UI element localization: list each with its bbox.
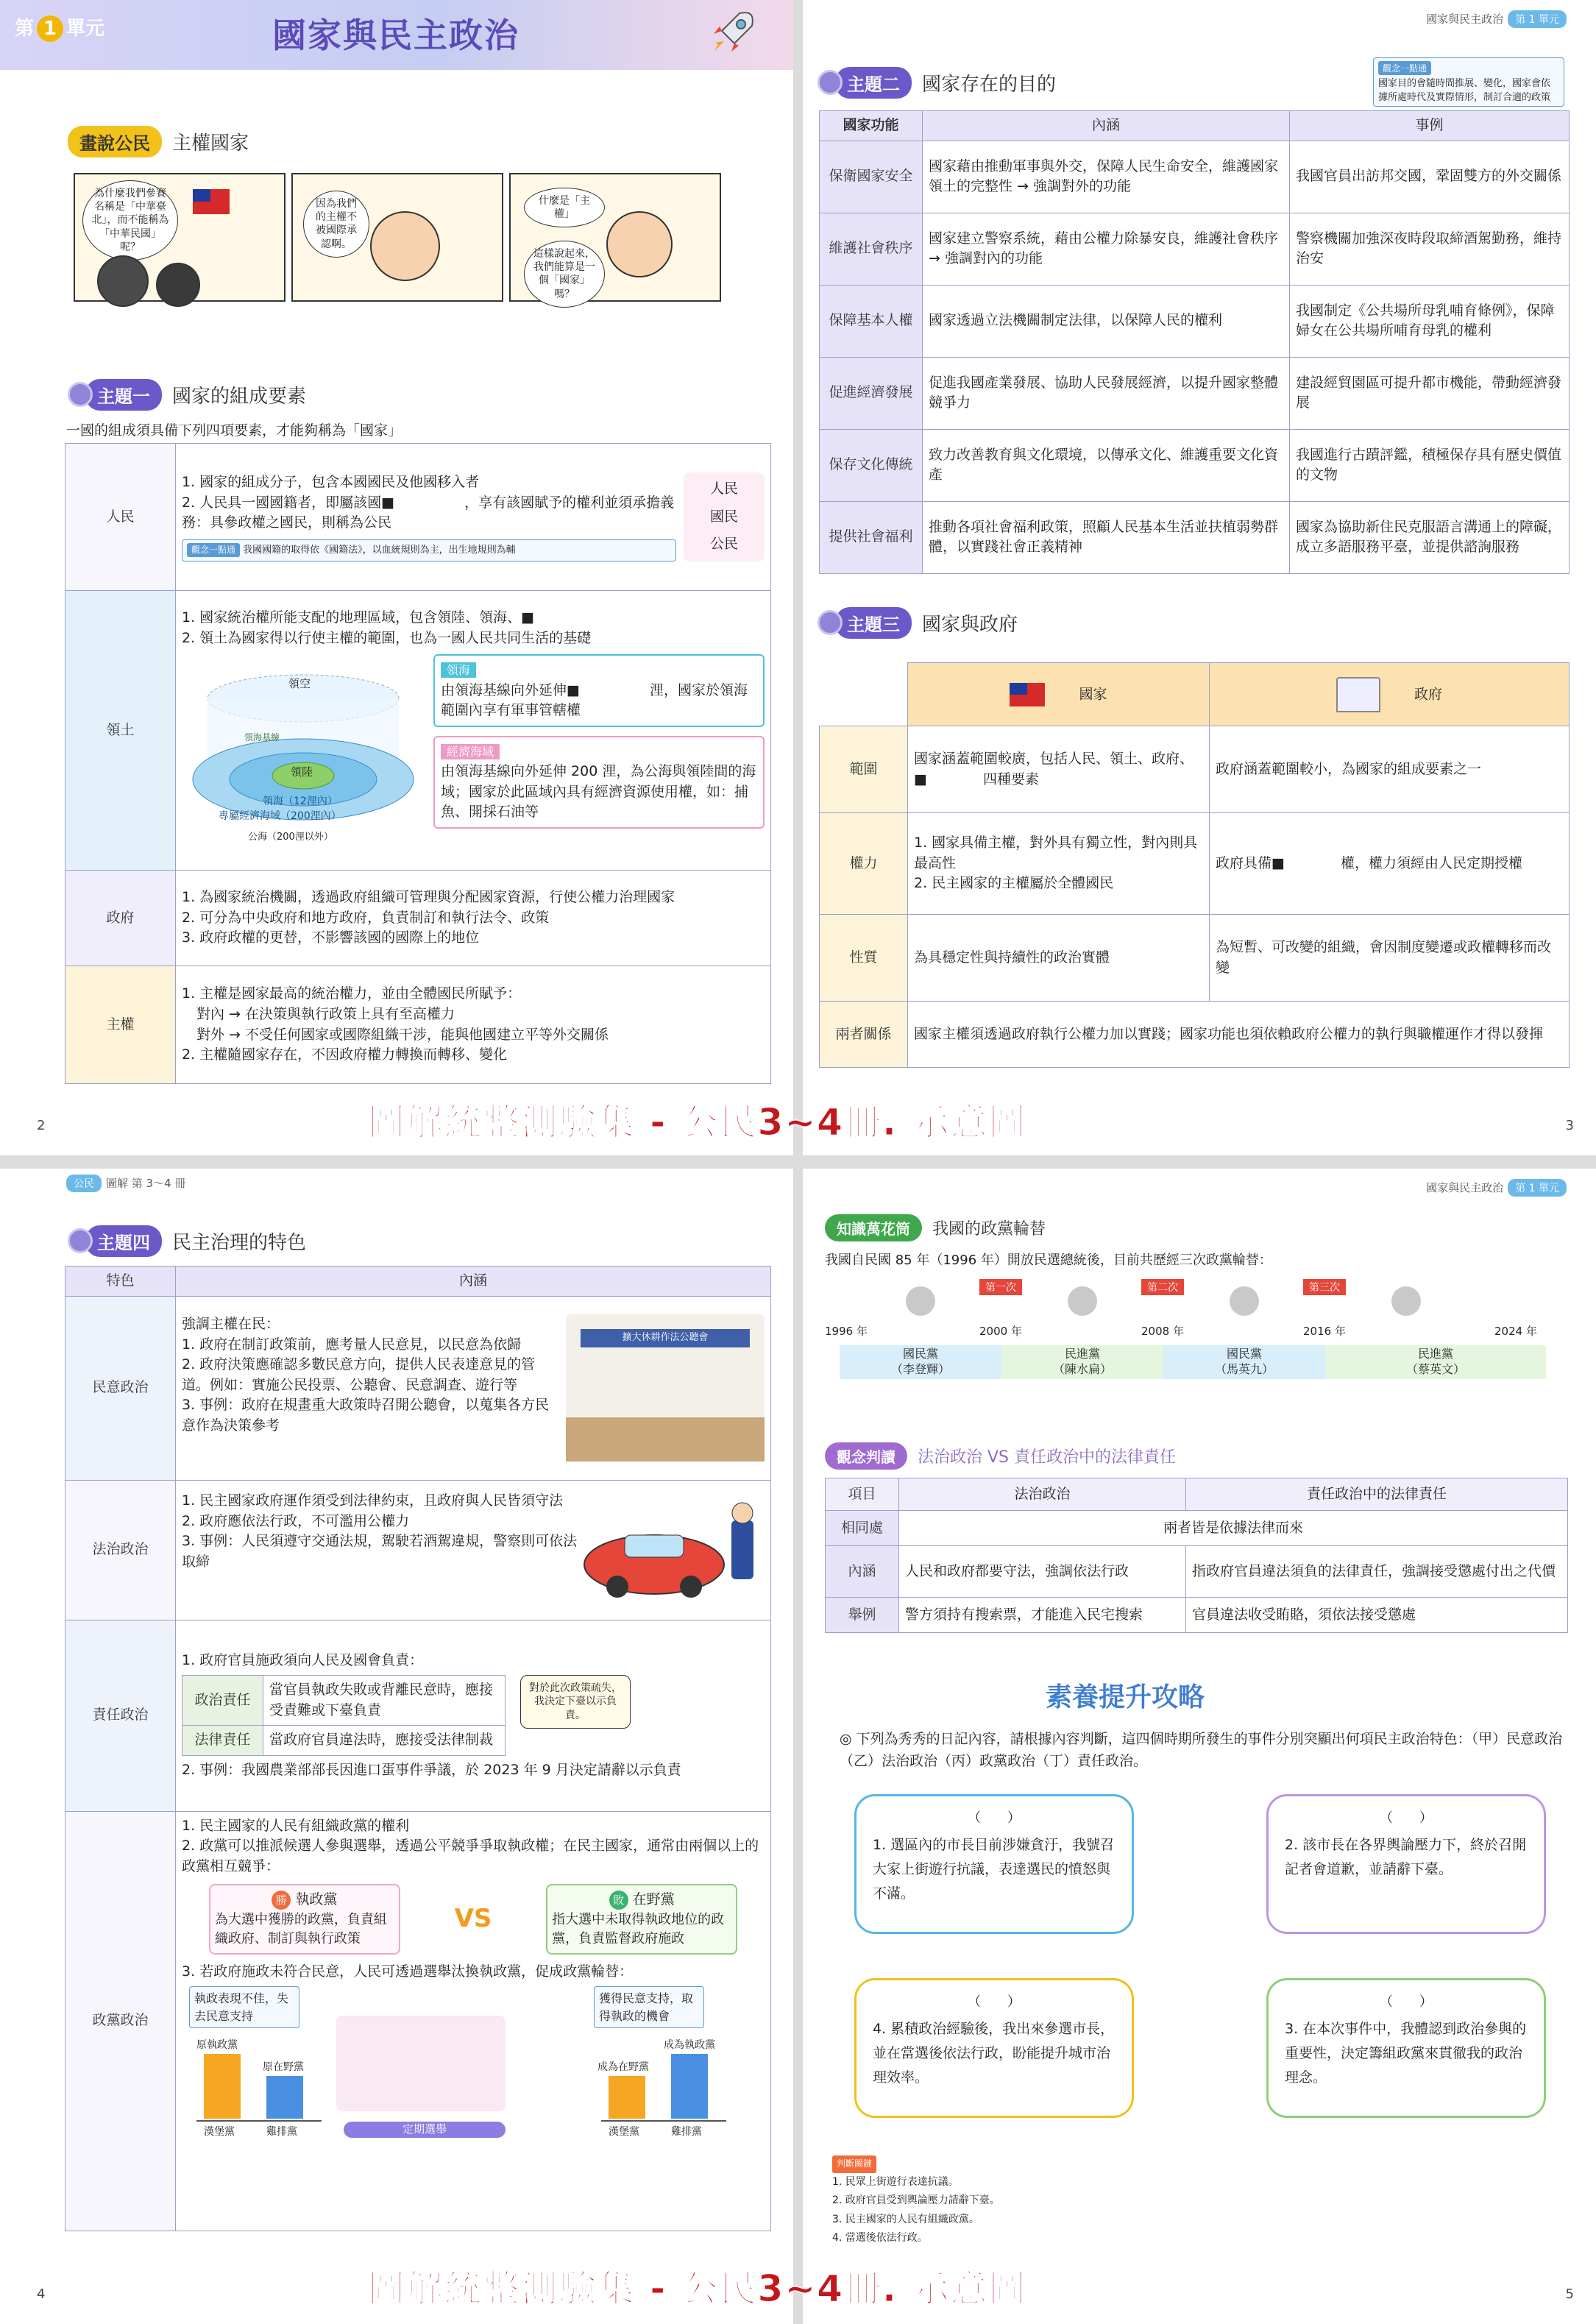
comic-panel-1 — [74, 173, 285, 302]
row-content-rule-of-law — [176, 1480, 771, 1620]
cell-example: 我國進行古蹟評鑑，積極保存具有歷史價值的文物 — [1290, 429, 1570, 501]
responsibility-subtable — [182, 1675, 506, 1756]
row-content-responsibility — [176, 1620, 771, 1811]
people-line-1: 1. 國家的組成分子，包含本國國民及他國移入者 — [182, 474, 480, 491]
comic-bubble-3: 什麼是「主權」 — [524, 188, 605, 227]
row-label-rule-of-law: 法治政治 — [65, 1480, 176, 1620]
year-label: 2016 年 — [1303, 1325, 1346, 1338]
subtable-row — [182, 1726, 506, 1756]
portrait-icon — [1391, 1286, 1421, 1316]
page-3 — [803, 0, 1596, 1155]
popular-line-1: 強調主權在民： — [182, 1316, 280, 1333]
table-row — [65, 966, 771, 1084]
cell-item: 相同處 — [826, 1511, 899, 1546]
col-header-country — [908, 663, 1210, 726]
section2-badge: 主題二 — [835, 67, 912, 99]
tag-nationals: 國民 — [709, 508, 738, 525]
table-row — [820, 285, 1570, 357]
label-eez: 專屬經濟海域（200浬內） — [219, 810, 341, 823]
eez-box — [433, 736, 765, 829]
section4-badge: 主題四 — [85, 1225, 162, 1257]
note-text: 國家目的會隨時間推展、變化，國家會依據所處時代及實際情形，制訂合適的政策 — [1378, 78, 1551, 103]
unit-label-suffix: 單元 — [66, 18, 105, 40]
note-text: 我國國籍的取得依《國籍法》，以血統規則為主，出生地規則為輔 — [243, 544, 516, 556]
axis-line — [601, 2120, 726, 2122]
segment-person: （陳水扁） — [1052, 1361, 1112, 1376]
ruling-title: 執政黨 — [295, 1891, 338, 1908]
cell-content: 國家透過立法機關制定法律，以保障人民的權利 — [923, 285, 1290, 357]
row-label-territory: 領土 — [65, 591, 176, 871]
segment-person: （馬英九） — [1214, 1361, 1274, 1376]
lose-badge: 敗 — [609, 1891, 628, 1910]
party-line-2: 2. 政黨可以推派候選人參與選舉，透過公平競爭爭取執政權；在民主國家，通常由兩個以上的政黨相互競爭： — [182, 1838, 759, 1874]
astronaut-icon — [817, 610, 843, 635]
taiwan-flag-icon — [1010, 683, 1045, 706]
comic-title: 主權國家 — [172, 132, 249, 155]
table-row — [820, 1002, 1570, 1068]
government-line-3: 3. 政府政權的更替，不影響該國的國際上的地位 — [182, 929, 480, 946]
turn-label-2: 第二次 — [1141, 1279, 1184, 1295]
government-line-1: 1. 為國家統治機關，透過政府組織可管理與分配國家資源，行使公權力治理國家 — [182, 889, 675, 906]
comic-badge: 畫說公民 — [68, 126, 162, 157]
rocket-icon — [706, 7, 758, 59]
party-label: 雞排黨 — [671, 2126, 702, 2139]
segment-person: （蔡英文） — [1405, 1361, 1465, 1376]
party-turnover-timeline — [825, 1279, 1575, 1411]
bar-burger-before — [204, 2054, 241, 2119]
cell-example: 我國官員出訪邦交國，鞏固雙方的外交關係 — [1290, 141, 1570, 213]
cell-aspect: 兩者關係 — [820, 1002, 908, 1068]
diary-text: 1. 選區內的市長目前涉嫌貪汙，我號召大家上街遊行抗議，表達選民的憤怒與不滿。 — [873, 1836, 1115, 1902]
page-title: 國家與民主政治 — [272, 15, 519, 55]
row-label-people: 人民 — [65, 444, 176, 591]
sovereignty-line-3: 對外 → 不受任何國家或國際組織干涉，能與他國建立平等外交關係 — [196, 1026, 609, 1043]
public-hearing-illustration — [566, 1314, 765, 1462]
cell-function: 保衛國家安全 — [820, 141, 923, 213]
running-header — [1426, 10, 1567, 28]
territory-line-1: 1. 國家統治權所能支配的地理區域，包含領陸、領海、■ — [182, 609, 535, 626]
zhi-header — [825, 1213, 1046, 1242]
page-4 — [0, 1169, 793, 2324]
cell-item: 舉例 — [826, 1598, 899, 1633]
democracy-table — [65, 1266, 771, 2231]
label-land: 領陸 — [291, 765, 313, 779]
page-number: 3 — [1565, 1118, 1574, 1133]
police-car-illustration — [581, 1491, 765, 1609]
cell-content: 促進我國產業發展、協助人民發展經濟，以提升國家整體競爭力 — [923, 357, 1290, 429]
note-tag: 觀念一點通 — [187, 543, 240, 557]
opposition-party-card — [546, 1884, 737, 1955]
section3-header — [817, 608, 1018, 637]
ruling-text: 為大選中獲勝的政黨，負責組織政府、制訂與執行政策 — [214, 1911, 387, 1946]
party-turnover-diagram — [182, 1986, 765, 2148]
turnover-box-right: 獲得民意支持，取得執政的機會 — [594, 1986, 704, 2027]
unit-number: 1 — [37, 15, 63, 42]
table-row — [820, 429, 1570, 501]
table-row — [820, 213, 1570, 285]
bar-chicken-before — [266, 2076, 303, 2119]
regular-election-arrow: 定期選舉 — [344, 2122, 506, 2138]
law-line-3: 3. 事例：人民須遵守交通法規，駕駛若酒駕違規，警察則可依法取締 — [182, 1533, 578, 1570]
key-line: 3. 民主國家的人民有組織政黨。 — [832, 2213, 979, 2225]
answer-blank: （ ） — [968, 1810, 1021, 1826]
col-header: 項目 — [826, 1478, 899, 1511]
astronaut-icon — [68, 382, 93, 407]
cell-legal-responsibility: 官員違法收受賄賂，須依法接受懲處 — [1186, 1598, 1568, 1633]
table-row — [65, 1620, 771, 1811]
popular-line-3: 2. 政府決策應確認多數民意方向，提供人民表達意見的管道。例如：實施公民投票、公聽會、民意調查、遊行等 — [182, 1356, 536, 1393]
book-label: 圖解 第 3～4 冊 — [106, 1177, 186, 1190]
section3-title: 國家與政府 — [922, 613, 1018, 636]
year-label: 1996 年 — [825, 1325, 868, 1338]
cell-content: 國家建立警察系統，藉由公權力除暴安良，維護社會秩序 → 強調對內的功能 — [923, 213, 1290, 285]
row-content-sovereignty — [176, 966, 771, 1084]
law-line-2: 2. 政府應依法行政，不可濫用公權力 — [182, 1512, 410, 1529]
table-row — [65, 1296, 771, 1480]
protest-illustration — [336, 2016, 506, 2111]
segment-party: 國民黨 — [1226, 1347, 1262, 1361]
segment-party: 國民黨 — [902, 1347, 938, 1361]
segment-party: 民進黨 — [1417, 1347, 1453, 1361]
opposition-title: 在野黨 — [632, 1891, 675, 1908]
cell-government: 為短暫、可改變的組織，會因制度變遷或政權轉移而改變 — [1210, 915, 1570, 1002]
comic-section-header — [68, 127, 249, 156]
viewer-head — [97, 255, 149, 307]
bar-label: 原在野黨 — [263, 2061, 304, 2074]
segment-person: （李登輝） — [890, 1361, 950, 1376]
subtable-row — [182, 1676, 506, 1726]
cell-country: 1. 國家具備主權，對外具有獨立性，對內則具最高性 2. 民主國家的主權屬於全體國民 — [908, 813, 1210, 915]
party-label: 雞排黨 — [266, 2126, 297, 2139]
label-territorial-sea: 領海（12浬內） — [263, 796, 338, 808]
page-5 — [803, 1169, 1596, 2324]
page-number: 5 — [1565, 2286, 1574, 2302]
country-label: 國家 — [1079, 686, 1107, 702]
party-line-1: 1. 民主國家的人民有組織政黨的權利 — [182, 1817, 410, 1834]
cell-example: 我國制定《公共場所母乳哺育條例》，保障婦女在公共場所哺育母乳的權利 — [1290, 285, 1570, 357]
table-row — [65, 1480, 771, 1620]
col-header: 特色 — [65, 1266, 176, 1297]
turn-label-3: 第三次 — [1303, 1279, 1346, 1295]
cell-relationship: 國家主權須透過政府執行公權力加以實踐；國家功能也須依賴政府公權力的執行與職權運作才得以發揮 — [908, 1002, 1570, 1068]
row-content-popular-will — [176, 1296, 771, 1480]
table-icon — [566, 1417, 765, 1462]
cell-aspect: 範圍 — [820, 726, 908, 813]
cell-example: 國家為協助新住民克服語言溝通上的障礙，成立多語服務平臺，並提供諮詢服務 — [1290, 501, 1570, 573]
tag-citizens: 公民 — [709, 536, 738, 553]
cell-aspect: 權力 — [820, 813, 908, 915]
row-content-party-politics — [176, 1811, 771, 2231]
box-text: 由領海基線向外延伸■ 浬，國家於領海範圍內享有軍事管轄權 — [441, 681, 748, 719]
running-header-title: 國家與民主政治 — [1426, 1181, 1504, 1194]
row-content-people — [176, 444, 771, 591]
key-hints — [832, 2155, 1000, 2247]
col-header: 內涵 — [923, 111, 1290, 141]
label-high-seas: 公海（200浬以外） — [248, 832, 333, 843]
table-header-row — [820, 111, 1570, 141]
turnover-box-left: 執政表現不佳，失去民意支持 — [189, 1986, 299, 2027]
timeline-segment — [1001, 1345, 1163, 1379]
cell-content: 國家藉由推動軍事與外交，保障人民生命安全，維護國家領土的完整性 → 強調對外的功能 — [923, 141, 1290, 213]
table-header-row — [826, 1478, 1568, 1511]
portrait-icon — [1068, 1286, 1097, 1316]
subject-pill: 公民 — [66, 1175, 102, 1192]
table-row — [820, 141, 1570, 213]
astronaut-icon — [817, 70, 843, 95]
table-row — [826, 1546, 1568, 1598]
cell-example: 建設經貿園區可提升都市機能，帶動經濟發展 — [1290, 357, 1570, 429]
unit-pill: 第 1 單元 — [1508, 1179, 1567, 1197]
table-header-row — [65, 1266, 771, 1297]
col-header: 責任政治中的法律責任 — [1186, 1478, 1568, 1511]
win-badge: 勝 — [272, 1891, 291, 1910]
comic-panel-3 — [509, 173, 721, 302]
cell-country: 為具穩定性與持續性的政治實體 — [908, 915, 1210, 1002]
zhi-intro: 我國自民國 85 年（1996 年）開放民選總統後，目前共歷經三次政黨輪替： — [825, 1253, 1272, 1268]
page-number: 2 — [37, 1118, 46, 1133]
girl-face — [606, 211, 673, 277]
row-content-territory — [176, 591, 771, 871]
key-line: 1. 民眾上街遊行表達抗議。 — [832, 2176, 959, 2189]
diary-card-1 — [854, 1794, 1134, 1934]
table-row — [820, 813, 1570, 915]
table-row — [65, 1811, 771, 2231]
government-label: 政府 — [1414, 686, 1443, 702]
concept-badge: 觀念判讀 — [825, 1442, 907, 1470]
cell-item: 內涵 — [826, 1546, 899, 1598]
sovereignty-line-1: 1. 主權是國家最高的統治權力，並由全體國民所賦予： — [182, 985, 522, 1002]
section2-header — [817, 68, 1056, 97]
tag-people: 人民 — [709, 481, 738, 497]
running-header-left — [66, 1175, 185, 1192]
cell-rule-of-law: 人民和政府都要守法，強調依法行政 — [899, 1546, 1186, 1598]
section1-badge: 主題一 — [85, 379, 162, 411]
col-header: 法治政治 — [899, 1478, 1186, 1511]
col-header: 內涵 — [176, 1266, 771, 1297]
cell-function: 促進經濟發展 — [820, 357, 923, 429]
bar-label: 成為在野黨 — [597, 2061, 649, 2074]
cell-example: 警察機關加強深夜時段取締酒駕勤務，維持治安 — [1290, 213, 1570, 285]
section3-badge: 主題三 — [835, 607, 912, 639]
table-header-row — [820, 663, 1570, 726]
cell-government: 政府具備■ 權，權力須經由人民定期授權 — [1210, 813, 1570, 915]
key-line: 4. 當選後依法行政。 — [832, 2231, 928, 2244]
running-header-title: 國家與民主政治 — [1426, 13, 1504, 26]
territory-line-2: 2. 領土為國家得以行使主權的範圍，也為一國人民共同生活的基礎 — [182, 629, 592, 646]
col-header: 國家功能 — [820, 111, 923, 141]
note-tag: 觀念一點通 — [1378, 61, 1431, 75]
section4-header — [68, 1226, 306, 1255]
bar-chicken-after — [671, 2054, 708, 2119]
cell-government: 政府涵蓋範圍較小，為國家的組成要素之一 — [1210, 726, 1570, 813]
popular-line-2: 1. 政府在制訂政策前，應考量人民意見，以民意為依歸 — [182, 1336, 522, 1353]
section1-header — [68, 380, 306, 409]
flag-icon — [193, 189, 230, 214]
zhi-badge: 知識萬花筒 — [825, 1214, 922, 1241]
row-label-sovereignty: 主權 — [65, 966, 176, 1084]
viewer-head — [156, 263, 200, 307]
resp-line-2: 2. 事例：我國農業部部長因進口蛋事件爭議，於 2023 年 9 月決定請辭以示負責 — [182, 1761, 681, 1778]
col-header-government — [1210, 663, 1570, 726]
government-building-icon — [1336, 677, 1380, 712]
segment-party: 民進黨 — [1064, 1347, 1100, 1361]
comic-bubble-4: 這樣說起來，我們能算是一個「國家」嗎？ — [524, 241, 605, 308]
cell-aspect: 性質 — [820, 915, 908, 1002]
astronaut-icon — [68, 1228, 93, 1253]
box-title: 經濟海域 — [441, 744, 500, 759]
zhi-title: 我國的政黨輪替 — [932, 1219, 1046, 1239]
comic-panel-2 — [291, 173, 503, 302]
section1-title: 國家的組成要素 — [172, 385, 307, 408]
cell-function: 維護社會秩序 — [820, 213, 923, 285]
diary-text: 3. 在本次事件中，我體認到政治參與的重要性，決定籌組政黨來貫徹我的政治理念。 — [1285, 2020, 1527, 2086]
bar-label: 原執政黨 — [196, 2039, 238, 2052]
row-label-responsibility: 責任政治 — [65, 1620, 176, 1811]
answer-blank: （ ） — [1380, 1810, 1433, 1826]
label-airspace: 領空 — [288, 677, 311, 691]
cell-rule-of-law: 警方須持有搜索票，才能進入民宅搜索 — [899, 1598, 1186, 1633]
portrait-icon — [1230, 1286, 1259, 1316]
boost-question: ◎ 下列為秀秀的日記內容，請根據內容判斷，這四個時期所發生的事件分別突顯出何項民主政治特色：（甲）民意政治（乙）法治政治（丙）政黨政治（丁）責任政治。 — [840, 1731, 1563, 1770]
table-row — [820, 357, 1570, 429]
popular-line-4: 3. 事例：政府在規畫重大政策時召開公聽會，以蒐集各方民意作為決策參考 — [182, 1397, 550, 1434]
sub-label: 法律責任 — [182, 1726, 263, 1756]
year-label: 2008 年 — [1141, 1325, 1184, 1338]
concept-header — [825, 1441, 1176, 1470]
party-label: 漢堡黨 — [609, 2126, 639, 2139]
boy-face — [370, 211, 440, 281]
resp-line-1: 1. 政府官員施政須向人民及國會負責： — [182, 1651, 424, 1668]
section2-title: 國家存在的目的 — [922, 73, 1057, 96]
sovereignty-line-2: 對內 → 在決策與執行政策上具有至高權力 — [196, 1005, 455, 1022]
government-line-2: 2. 可分為中央政府和地方政府，負責制訂和執行法令、政策 — [182, 909, 550, 926]
corner-cell — [820, 663, 908, 726]
row-content-government — [176, 871, 771, 966]
page-number: 4 — [37, 2286, 46, 2302]
party-line-3: 3. 若政府施政未符合民意，人民可透過選舉汰換執政黨，促成政黨輪替： — [182, 1963, 634, 1980]
timeline-segment — [840, 1345, 1001, 1379]
section4-title: 民主治理的特色 — [172, 1231, 307, 1254]
elements-table — [65, 443, 771, 1084]
table-row — [820, 501, 1570, 573]
portrait-icon — [906, 1286, 935, 1316]
bar-label: 成為執政黨 — [664, 2039, 715, 2052]
row-label-party-politics: 政黨政治 — [65, 1811, 176, 2231]
turn-label-1: 第一次 — [979, 1279, 1022, 1295]
cell-legal-responsibility: 指政府官員違法須負的法律責任，強調接受懲處付出之代價 — [1186, 1546, 1568, 1598]
cell-content: 致力改善教育與文化環境，以傳承文化、維護重要文化資產 — [923, 429, 1290, 501]
territory-diagram — [182, 654, 425, 853]
table-row — [820, 726, 1570, 813]
concept-table — [825, 1478, 1568, 1633]
party-label: 漢堡黨 — [204, 2126, 235, 2139]
comic-bubble-1: 為什麼我們參賽名稱是「中華臺北」，而不能稱為「中華民國」呢？ — [82, 180, 178, 261]
row-label-government: 政府 — [65, 871, 176, 966]
ruling-party-card — [209, 1884, 400, 1955]
diary-card-2 — [1266, 1794, 1546, 1934]
timeline-bar — [840, 1345, 1546, 1379]
section2-note — [1373, 57, 1564, 107]
cell-function: 提供社會福利 — [820, 501, 923, 573]
table-row — [826, 1511, 1568, 1546]
answer-blank: （ ） — [968, 1994, 1021, 2010]
cell-function: 保障基本人權 — [820, 285, 923, 357]
territorial-sea-box — [433, 654, 765, 727]
timeline-segment — [1163, 1345, 1325, 1379]
key-tag: 判斷關鍵 — [832, 2155, 876, 2173]
table-row — [65, 871, 771, 966]
comic-bubble-2: 因為我們的主權不被國際承認啊。 — [303, 191, 369, 258]
year-label: 2024 年 — [1494, 1325, 1537, 1338]
table-row — [65, 444, 771, 591]
answer-blank: （ ） — [1380, 1994, 1433, 2010]
table-row — [820, 915, 1570, 1002]
year-label: 2000 年 — [979, 1325, 1022, 1338]
table-row — [65, 591, 771, 871]
before-chart — [189, 2038, 322, 2141]
resignation-bubble: 對於此次政策疏失，我決定下臺以示負責。 — [520, 1675, 631, 1729]
cell-country: 國家涵蓋範圍較廣，包括人民、領土、政府、■ 四種要素 — [908, 726, 1210, 813]
purpose-table — [819, 110, 1570, 574]
bar-burger-after — [609, 2076, 645, 2119]
cell-function: 保存文化傳統 — [820, 429, 923, 501]
row-label-popular-will: 民意政治 — [65, 1296, 176, 1480]
concept-title: 法治政治 VS 責任政治中的法律責任 — [918, 1448, 1177, 1467]
timeline-segment — [1325, 1345, 1546, 1379]
sub-label: 政治責任 — [182, 1676, 263, 1726]
comic-strip — [74, 173, 721, 302]
hearing-sign: 擴大休耕作法公聽會 — [581, 1329, 750, 1347]
box-title: 領海 — [441, 662, 476, 678]
cell-common: 兩者皆是依據法律而來 — [899, 1511, 1568, 1546]
axis-line — [196, 2120, 322, 2122]
running-header — [1426, 1179, 1567, 1197]
watermark-caption-top: 圖解統整測驗集 - 公民3~4冊. 示意圖 — [368, 1101, 1027, 1144]
cell-content: 推動各項社會福利政策，照顧人民基本生活並扶植弱勢群體，以實踐社會正義精神 — [923, 501, 1290, 573]
diary-card-4 — [854, 1978, 1134, 2118]
boost-title: 素養提升攻略 — [1046, 1682, 1205, 1712]
page-2 — [0, 0, 793, 1155]
law-line-1: 1. 民主國家政府運作須受到法律約束，且政府與人民皆須守法 — [182, 1492, 564, 1509]
box-text: 由領海基線向外延伸 200 浬，為公海與領陸間的海域；國家於此區域內具有經濟資源使用權，如：捕魚、開採石油等 — [441, 763, 756, 821]
watermark-caption-bottom: 圖解統整測驗集 - 公民3~4冊. 示意圖 — [368, 2267, 1027, 2310]
unit-pill: 第 1 單元 — [1508, 10, 1567, 28]
people-nested-diagram — [684, 472, 765, 561]
diary-card-3 — [1266, 1978, 1546, 2118]
vs-mark: VS — [454, 1904, 492, 1934]
key-line: 2. 政府官員受到輿論壓力請辭下臺。 — [832, 2194, 1000, 2207]
diary-text: 2. 該市長在各界輿論壓力下，終於召開記者會道歉，並請辭下臺。 — [1285, 1836, 1527, 1877]
after-chart — [594, 2038, 726, 2141]
sub-text: 當官員執政失敗或背離民意時，應接受責難或下臺負責 — [263, 1676, 506, 1726]
sub-text: 當政府官員違法時，應接受法律制裁 — [263, 1726, 506, 1756]
unit-header — [0, 0, 793, 70]
table-row — [826, 1598, 1568, 1633]
state-gov-table — [819, 662, 1570, 1068]
unit-label-prefix: 第 — [15, 18, 35, 40]
diary-text: 4. 累積政治經驗後，我出來參選市長，並在當選後依法行政，盼能提升城市治理效率。 — [873, 2020, 1115, 2086]
opposition-text: 指大選中未取得執政地位的政黨，負責監督政府施政 — [552, 1911, 725, 1946]
section1-intro: 一國的組成須具備下列四項要素，才能夠稱為「國家」 — [66, 422, 402, 439]
people-note — [182, 539, 676, 561]
col-header: 事例 — [1290, 111, 1570, 141]
people-line-2: 2. 人民具一國國籍者，即屬該國■ ，享有該國賦予的權利並須承擔義務：具參政權之國民，則稱為公民 — [182, 494, 675, 531]
label-baseline: 領海基線 — [244, 732, 280, 743]
sovereignty-line-4: 2. 主權隨國家存在，不因政府權力轉換而轉移、變化 — [182, 1046, 508, 1063]
unit-label — [15, 13, 104, 42]
